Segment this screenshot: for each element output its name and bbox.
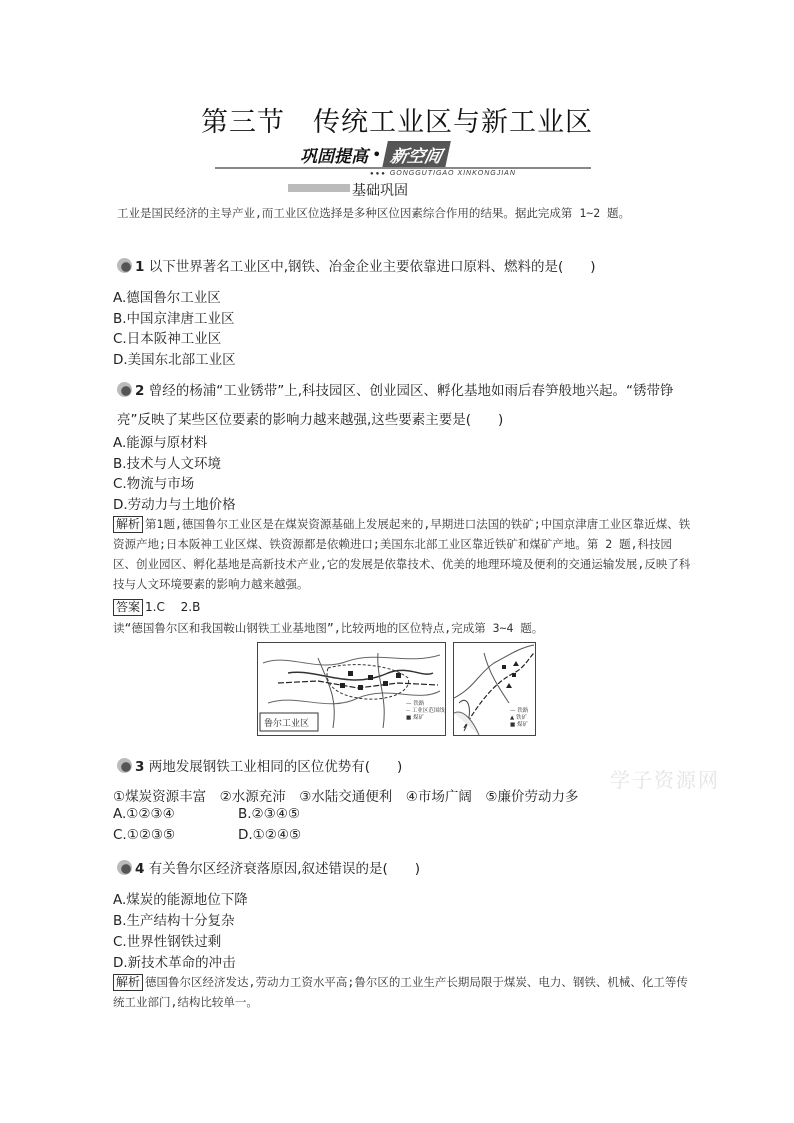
explanation-2: 解析 德国鲁尔区经济发达,劳动力工资水平高;鲁尔区的工业生产长期局限于煤炭、电力、钢铁、机械、化工等传统工业部门,结构比较单一。: [113, 975, 688, 1009]
q3-items: ①煤炭资源丰富 ②水源充沛 ③水陆交通便利 ④市场广阔 ⑤廉价劳动力多: [113, 789, 579, 805]
question-bullet-icon: [117, 860, 132, 875]
legend-boundary: -- 工业区范围线: [406, 708, 445, 714]
q2-option-a: A.能源与原材料: [113, 435, 208, 451]
banner-dot: •: [372, 144, 382, 164]
q2-option-c: C.物流与市场: [113, 476, 195, 492]
q3-option-c: C.①②③⑤: [113, 827, 176, 843]
banner-main: 巩固提高: [300, 146, 368, 167]
dots-icon: ●●●: [370, 171, 387, 177]
question-bullet-icon: [117, 758, 132, 773]
q3-option-a: A.①②③④: [113, 806, 175, 822]
q2-option-d: D.劳动力与土地价格: [113, 497, 236, 513]
title-divider: [215, 167, 591, 169]
section-bar: [288, 184, 350, 192]
legend-iron: ▲ 铁矿: [510, 715, 527, 721]
q1-option-a: A.德国鲁尔工业区: [113, 290, 221, 306]
question-bullet-icon: [117, 382, 132, 397]
watermark: 学子资源网: [610, 768, 720, 792]
anshan-map-legend: [510, 708, 528, 729]
question-2-line2: 亮”反映了某些区位要素的影响力越来越强,这些要素主要是( ): [117, 412, 504, 428]
q2-option-b: B.技术与人文环境: [113, 456, 222, 472]
legend-coal: ■ 煤矿: [406, 715, 424, 721]
banner-subtitle: ●●● GONGGUTIGAO XINKONGJIAN: [370, 170, 516, 177]
question-3: 3 两地发展钢铁工业相同的区位优势有( ): [117, 756, 402, 778]
q4-option-a: A.煤炭的能源地位下降: [113, 892, 248, 908]
legend-coal: ■ 煤矿: [510, 722, 528, 728]
explanation-1: 解析 第1题,德国鲁尔工业区是在煤炭资源基础上发展起来的,早期进口法国的铁矿;中国京津唐工业区靠近煤、铁资源产地;日本阪神工业区煤、铁资源都是依赖进口;美国东北部工业区靠近铁矿和煤矿产地。第 2 题,科技园区、创业园区、孵化基地是高新技术产业,它的发展是依靠技术、优美的地理环境及便利的交通运输发展,反映了科技与人文环境要素的影响力越来越强。: [113, 517, 691, 591]
q1-option-d: D.美国东北部工业区: [113, 352, 236, 368]
ruhr-map-label: 鲁尔工业区: [264, 719, 310, 729]
question-4: 4 有关鲁尔区经济衰落原因,叙述错误的是( ): [117, 858, 420, 880]
intro-text-1: 工业是国民经济的主导产业,而工业区位选择是多种区位因素综合作用的结果。据此完成第 1~2 题。: [117, 206, 631, 220]
q4-option-b: B.生产结构十分复杂: [113, 913, 235, 929]
ruhr-map: [257, 642, 446, 736]
q1-option-b: B.中国京津唐工业区: [113, 311, 235, 327]
section-title: 基础巩固: [352, 183, 408, 199]
ruhr-map-legend: [406, 701, 445, 722]
question-1: 1 以下世界著名工业区中,钢铁、冶金企业主要依靠进口原料、燃料的是( ): [117, 256, 596, 278]
explanation-tag: 解析: [113, 974, 143, 991]
question-bullet-icon: [117, 258, 132, 273]
legend-railway: — 铁路: [406, 701, 425, 707]
q1-option-c: C.日本阪神工业区: [113, 331, 222, 347]
q4-option-c: C.世界性钢铁过剩: [113, 934, 222, 950]
explanation-tag: 解析: [113, 516, 143, 533]
legend-railway: — 铁路: [510, 708, 529, 714]
answer-tag: 答案: [113, 599, 143, 616]
page-title: 第三节 传统工业区与新工业区: [201, 107, 593, 138]
intro-text-2: 读“德国鲁尔区和我国鞍山钢铁工业基地图”,比较两地的区位特点,完成第 3~4 题。: [113, 621, 544, 635]
q4-option-d: D.新技术革命的冲击: [113, 955, 236, 971]
anshan-map: [453, 642, 536, 736]
question-2: 2 曾经的杨浦“工业锈带”上,科技园区、创业园区、孵化基地如雨后春笋般地兴起。“锈带铮: [117, 380, 673, 402]
banner-highlight: 新空间: [383, 141, 452, 168]
section-banner: [300, 141, 448, 167]
answer-1: 答案 1.C 2.B: [113, 598, 200, 616]
q3-option-b: B.②③④⑤: [238, 806, 300, 822]
q3-option-d: D.①②④⑤: [238, 827, 302, 843]
